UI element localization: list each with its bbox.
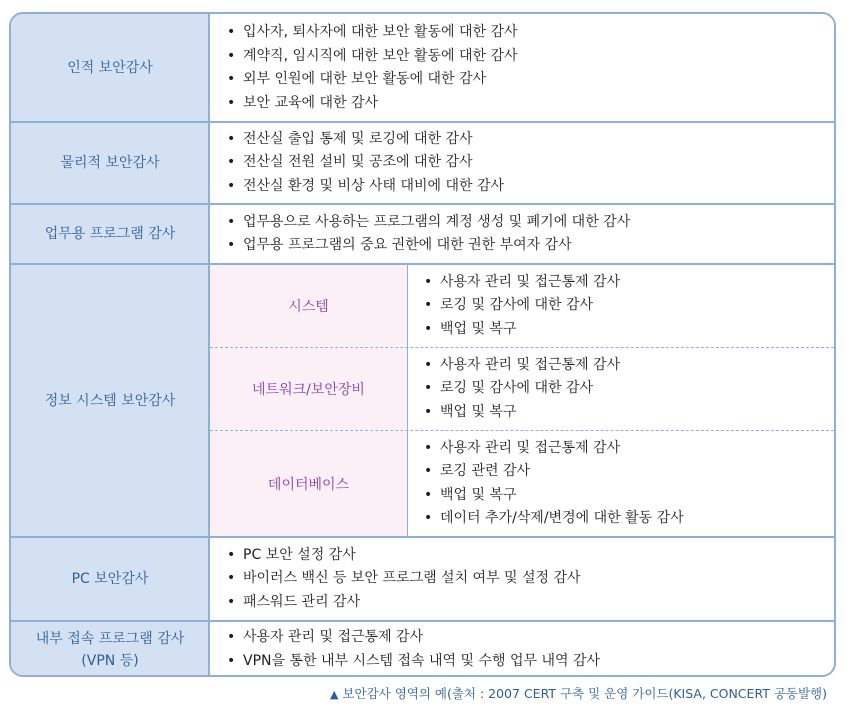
list-item: • 바이러스 백신 등 보안 프로그램 설치 여부 및 설정 감사 bbox=[227, 567, 834, 591]
items-pc-audit bbox=[209, 538, 834, 620]
list-item: • 입사자, 퇴사자에 대한 보안 활동에 대한 감사 bbox=[227, 21, 834, 45]
list-item: • 로깅 및 감사에 대한 감사 bbox=[424, 377, 834, 401]
subcategory-database bbox=[210, 431, 407, 536]
list-item: • 사용자 관리 및 접근통제 감사 bbox=[227, 626, 834, 650]
category-info-system-audit bbox=[11, 265, 209, 536]
category-pc-audit bbox=[11, 538, 209, 620]
list-item: • VPN을 통한 내부 시스템 접속 내역 및 수행 업무 내역 감사 bbox=[227, 650, 834, 674]
list-item: • 전산실 환경 및 비상 사태 대비에 대한 감사 bbox=[227, 175, 834, 199]
caption-text: 보안감사 영역의 예(출처 : 2007 CERT 구축 및 운영 가이드(KISA, CONCERT 공동발행) bbox=[342, 686, 827, 701]
list-item: • 백업 및 복구 bbox=[424, 401, 834, 425]
list-item: • 계약직, 임시직에 대한 보안 활동에 대한 감사 bbox=[227, 45, 834, 69]
items-physical-audit bbox=[209, 123, 834, 203]
category-label: 물리적 보안감사 bbox=[60, 155, 160, 171]
category-business-program-audit bbox=[11, 205, 209, 263]
category-label: 인적 보안감사 bbox=[67, 60, 153, 76]
list-item: • 로깅 및 감사에 대한 감사 bbox=[424, 294, 834, 318]
list-item: • 외부 인원에 대한 보안 활동에 대한 감사 bbox=[227, 68, 834, 92]
list-item: • 백업 및 복구 bbox=[424, 484, 834, 508]
category-label: 정보 시스템 보안감사 bbox=[44, 392, 176, 409]
list-item: • 패스워드 관리 감사 bbox=[227, 591, 834, 615]
subcategory-label: 시스템 bbox=[288, 299, 329, 315]
list-item: • 사용자 관리 및 접근통제 감사 bbox=[424, 271, 834, 295]
items-business-program-audit bbox=[209, 205, 834, 263]
triangle-marker-icon: ▲ bbox=[329, 688, 339, 701]
category-physical-audit bbox=[11, 123, 209, 203]
audit-area-table bbox=[9, 12, 836, 677]
column-divider bbox=[208, 536, 210, 677]
figure-caption bbox=[330, 684, 827, 702]
list-item: • 데이터 추가/삭제/변경에 대한 활동 감사 bbox=[424, 507, 834, 531]
category-label: PC 보안감사 bbox=[71, 571, 149, 587]
list-item: • PC 보안 설정 감사 bbox=[227, 544, 834, 568]
subcategory-system bbox=[210, 265, 407, 347]
category-label-line1: 내부 접속 프로그램 감사 bbox=[35, 630, 185, 647]
items-database bbox=[408, 431, 834, 536]
list-item: • 보안 교육에 대한 감사 bbox=[227, 92, 834, 116]
list-item: • 업무용 프로그램의 중요 권한에 대한 권한 부여자 감사 bbox=[227, 234, 834, 258]
items-internal-access-audit bbox=[209, 622, 834, 677]
category-internal-access-audit bbox=[11, 622, 209, 677]
items-network-security-equipment bbox=[408, 348, 834, 430]
items-system bbox=[408, 265, 834, 347]
list-item: • 업무용으로 사용하는 프로그램의 계정 생성 및 폐기에 대한 감사 bbox=[227, 211, 834, 235]
list-item: • 로깅 관련 감사 bbox=[424, 460, 834, 484]
subcategory-network-security-equipment bbox=[210, 348, 407, 430]
category-label-line2: (VPN 등) bbox=[81, 652, 139, 669]
category-label: 업무용 프로그램 감사 bbox=[44, 226, 176, 242]
items-personnel-audit bbox=[209, 14, 834, 122]
list-item: • 전산실 출입 통제 및 로깅에 대한 감사 bbox=[227, 128, 834, 152]
list-item: • 사용자 관리 및 접근통제 감사 bbox=[424, 354, 834, 378]
list-item: • 사용자 관리 및 접근통제 감사 bbox=[424, 437, 834, 461]
list-item: • 백업 및 복구 bbox=[424, 318, 834, 342]
subcategory-label: 네트워크/보안장비 bbox=[252, 382, 365, 398]
subcategory-label: 데이터베이스 bbox=[267, 476, 350, 493]
list-item: • 전산실 전원 설비 및 공조에 대한 감사 bbox=[227, 151, 834, 175]
category-personnel-audit bbox=[11, 14, 209, 122]
column-divider bbox=[208, 14, 210, 265]
